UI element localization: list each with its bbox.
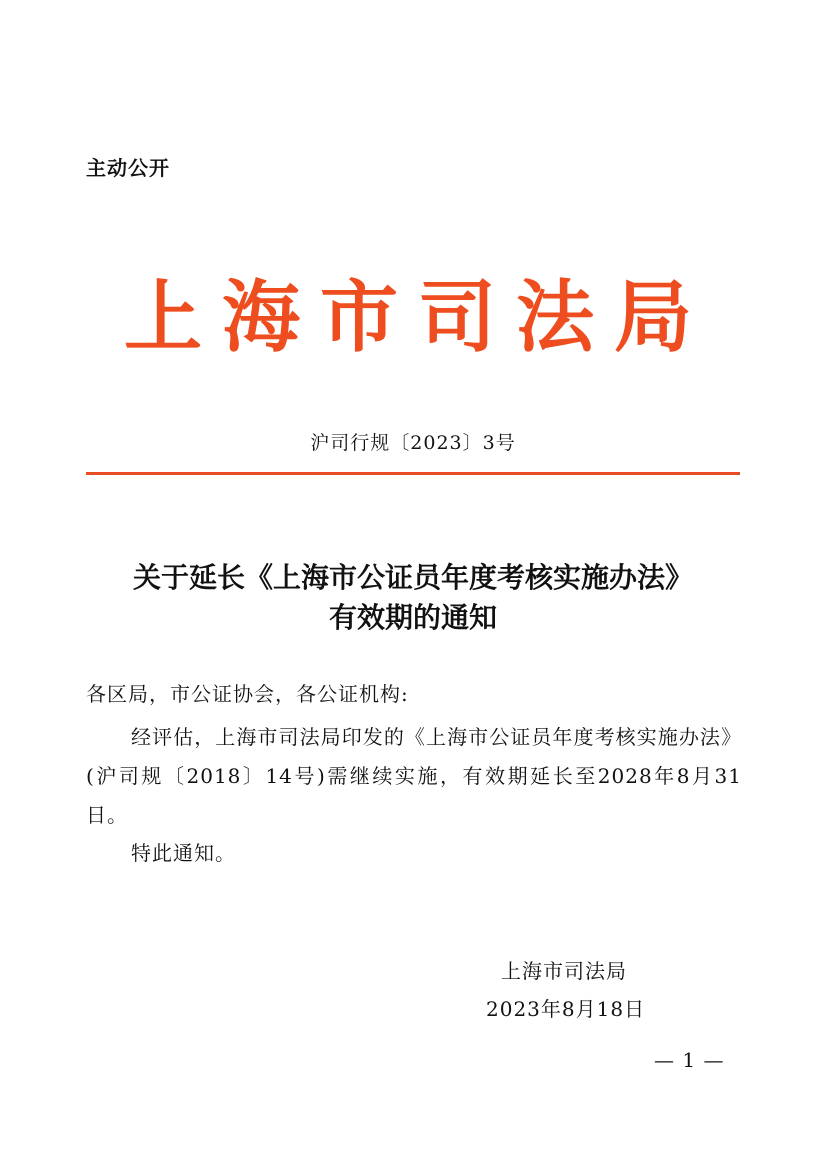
- page-number: — 1 —: [654, 1048, 725, 1072]
- body-paragraph: 经评估，上海市司法局印发的《上海市公证员年度考核实施办法》(沪司规〔2018〕14号)需继续实施，有效期延长至2028年8月31日。: [86, 725, 742, 827]
- document-title: [0, 558, 826, 638]
- signature-agency: 上海市司法局: [501, 959, 627, 983]
- closing-line: 特此通知。: [131, 841, 236, 865]
- document-title-line-2: 有效期的通知: [328, 601, 497, 634]
- signature-date: 2023年8月18日: [486, 997, 646, 1021]
- salutation: 各区局，市公证协会，各公证机构:: [86, 682, 409, 706]
- issuing-agency-title: 上海市司法局: [123, 272, 712, 363]
- document-number: 沪司行规〔2023〕3号: [310, 432, 516, 454]
- red-divider-line: [86, 472, 740, 475]
- document-title-line-1: 关于延长《上海市公证员年度考核实施办法》: [132, 561, 693, 594]
- disclosure-label: 主动公开: [86, 156, 170, 180]
